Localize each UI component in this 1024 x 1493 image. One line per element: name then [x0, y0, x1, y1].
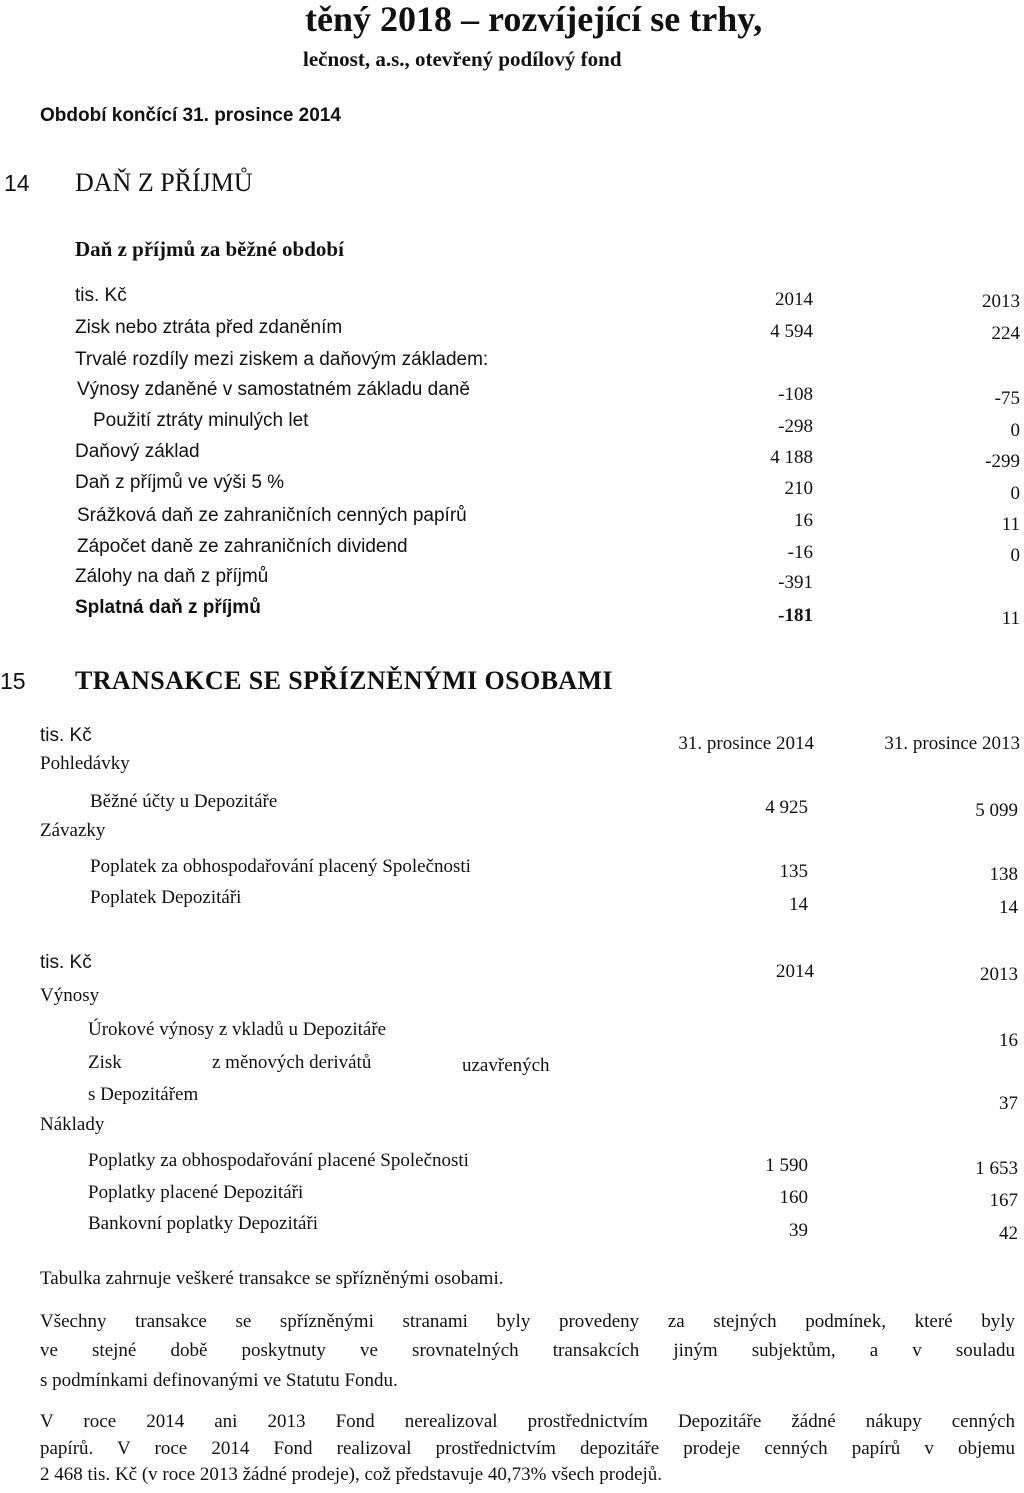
t2-row-value-2013: 37 — [999, 1093, 1018, 1114]
row-label: Daňový základ — [75, 441, 200, 462]
section-15-title: TRANSAKCE SE SPŘÍZNĚNÝMI OSOBAMI — [75, 666, 613, 695]
t2-row-label-part: uzavřených — [462, 1055, 550, 1076]
note-line: ve stejné době poskytnuty ve srovnatelných transakcích jiným subjektům, a v souladu — [40, 1340, 1015, 1361]
row-value-2014: 4 594 — [770, 321, 813, 342]
t1-col-2013: 31. prosince 2013 — [884, 733, 1020, 754]
row-label: Srážková daň ze zahraničních cenných papírů — [77, 505, 467, 526]
t2-row-label: Poplatky placené Depozitáři — [88, 1182, 304, 1203]
t2-row-value-2013: 42 — [999, 1223, 1018, 1244]
row-label: Použití ztráty minulých let — [93, 410, 309, 431]
s14-unit: tis. Kč — [75, 285, 127, 306]
row-value-2014: -16 — [787, 542, 813, 563]
row-value-2014: -108 — [778, 384, 813, 405]
row-value-2014: -181 — [778, 605, 813, 626]
row-label: Splatná daň z příjmů — [75, 597, 261, 618]
row-value-2014: 4 188 — [770, 447, 813, 468]
section-14-subtitle: Daň z příjmů za běžné období — [75, 237, 344, 261]
t2-row-label-part: s Depozitářem — [88, 1084, 199, 1105]
row-value-2013: 0 — [1010, 420, 1020, 441]
section-15-number: 15 — [0, 668, 26, 694]
t1-row-value-2014: 135 — [779, 861, 808, 882]
note-all-transactions: Tabulka zahrnuje veškeré transakce se spřízněnými osobami. — [40, 1268, 504, 1289]
row-value-2013: 0 — [1010, 483, 1020, 504]
t2-row-value-2013: 167 — [989, 1190, 1018, 1211]
t1-col-2014: 31. prosince 2014 — [678, 733, 814, 754]
t2-row-value-2014: 1 590 — [765, 1155, 808, 1176]
t1-row-value-2014: 4 925 — [765, 797, 808, 818]
t2-row-value-2014: 160 — [779, 1187, 808, 1208]
t2-row-label-part: z měnových derivátů — [212, 1052, 372, 1073]
t2-row-label-part: Zisk — [88, 1052, 122, 1073]
t2-row-label: Poplatky za obhospodařování placené Společnosti — [88, 1150, 469, 1171]
t2-unit: tis. Kč — [40, 952, 92, 973]
t1-group-receivables: Pohledávky — [40, 753, 130, 774]
t2-row-value-2013: 1 653 — [975, 1158, 1018, 1179]
row-value-2013: -75 — [994, 388, 1020, 409]
row-value-2013: -299 — [985, 451, 1020, 472]
t2-row-value-2014: 39 — [789, 1220, 808, 1241]
t1-row-label: Poplatek Depozitáři — [90, 887, 242, 908]
note-line: V roce 2014 ani 2013 Fond nerealizoval prostřednictvím Depozitáře žádné nákupy cenných — [40, 1411, 1015, 1432]
row-value-2014: 16 — [794, 510, 813, 531]
row-value-2014: -298 — [778, 416, 813, 437]
s14-col-2013: 2013 — [982, 291, 1020, 312]
row-label: Zisk nebo ztráta před zdaněním — [75, 317, 343, 338]
t2-row-label: Bankovní poplatky Depozitáři — [88, 1213, 319, 1234]
note-line: 2 468 tis. Kč (v roce 2013 žádné prodeje), což představuje 40,73% všech prodejů. — [40, 1464, 663, 1485]
row-value-2014: -391 — [778, 572, 813, 593]
t1-group-liabilities: Závazky — [40, 820, 106, 841]
row-value-2014: 210 — [784, 478, 813, 499]
section-14-title: DAŇ Z PŘÍJMŮ — [75, 168, 253, 197]
t2-row-value-2013: 16 — [999, 1030, 1018, 1051]
note-line: Všechny transakce se spřízněnými stranami byly provedeny za stejných podmínek, které byly — [40, 1311, 1015, 1332]
t1-row-value-2013: 14 — [999, 897, 1018, 918]
s14-col-2014: 2014 — [775, 289, 813, 310]
t1-row-value-2014: 14 — [789, 894, 808, 915]
period-label: Období končící 31. prosince 2014 — [40, 105, 341, 126]
row-label: Zálohy na daň z příjmů — [75, 566, 269, 587]
t2-col-2013: 2013 — [980, 964, 1018, 985]
row-value-2013: 11 — [1001, 514, 1020, 535]
t2-group-revenues: Výnosy — [40, 985, 100, 1006]
t1-row-value-2013: 138 — [989, 864, 1018, 885]
t2-row-label: Úrokové výnosy z vkladů u Depozitáře — [88, 1019, 387, 1040]
t1-row-value-2013: 5 099 — [975, 800, 1018, 821]
note-line: papírů. V roce 2014 Fond realizoval prostřednictvím depozitáře prodeje cenných papírů v objemu — [40, 1438, 1015, 1459]
t1-unit: tis. Kč — [40, 725, 92, 746]
document-title: těný 2018 – rozvíjející se trhy, — [305, 0, 763, 39]
document-subtitle: lečnost, a.s., otevřený podílový fond — [303, 47, 622, 71]
note-line: s podmínkami definovanými ve Statutu Fondu. — [40, 1370, 398, 1391]
row-value-2013: 0 — [1010, 545, 1020, 566]
section-14-number: 14 — [4, 170, 30, 196]
t2-col-2014: 2014 — [776, 961, 814, 982]
row-label: Trvalé rozdíly mezi ziskem a daňovým základem: — [75, 349, 489, 370]
row-value-2013: 224 — [991, 323, 1020, 344]
row-label: Výnosy zdaněné v samostatném základu daně — [77, 379, 470, 400]
t2-group-costs: Náklady — [40, 1114, 105, 1135]
t1-row-label: Běžné účty u Depozitáře — [90, 791, 278, 812]
row-label: Zápočet daně ze zahraničních dividend — [77, 536, 408, 557]
t1-row-label: Poplatek za obhospodařování placený Společnosti — [90, 856, 471, 877]
row-value-2013: 11 — [1001, 608, 1020, 629]
row-label: Daň z příjmů ve výši 5 % — [75, 472, 285, 493]
